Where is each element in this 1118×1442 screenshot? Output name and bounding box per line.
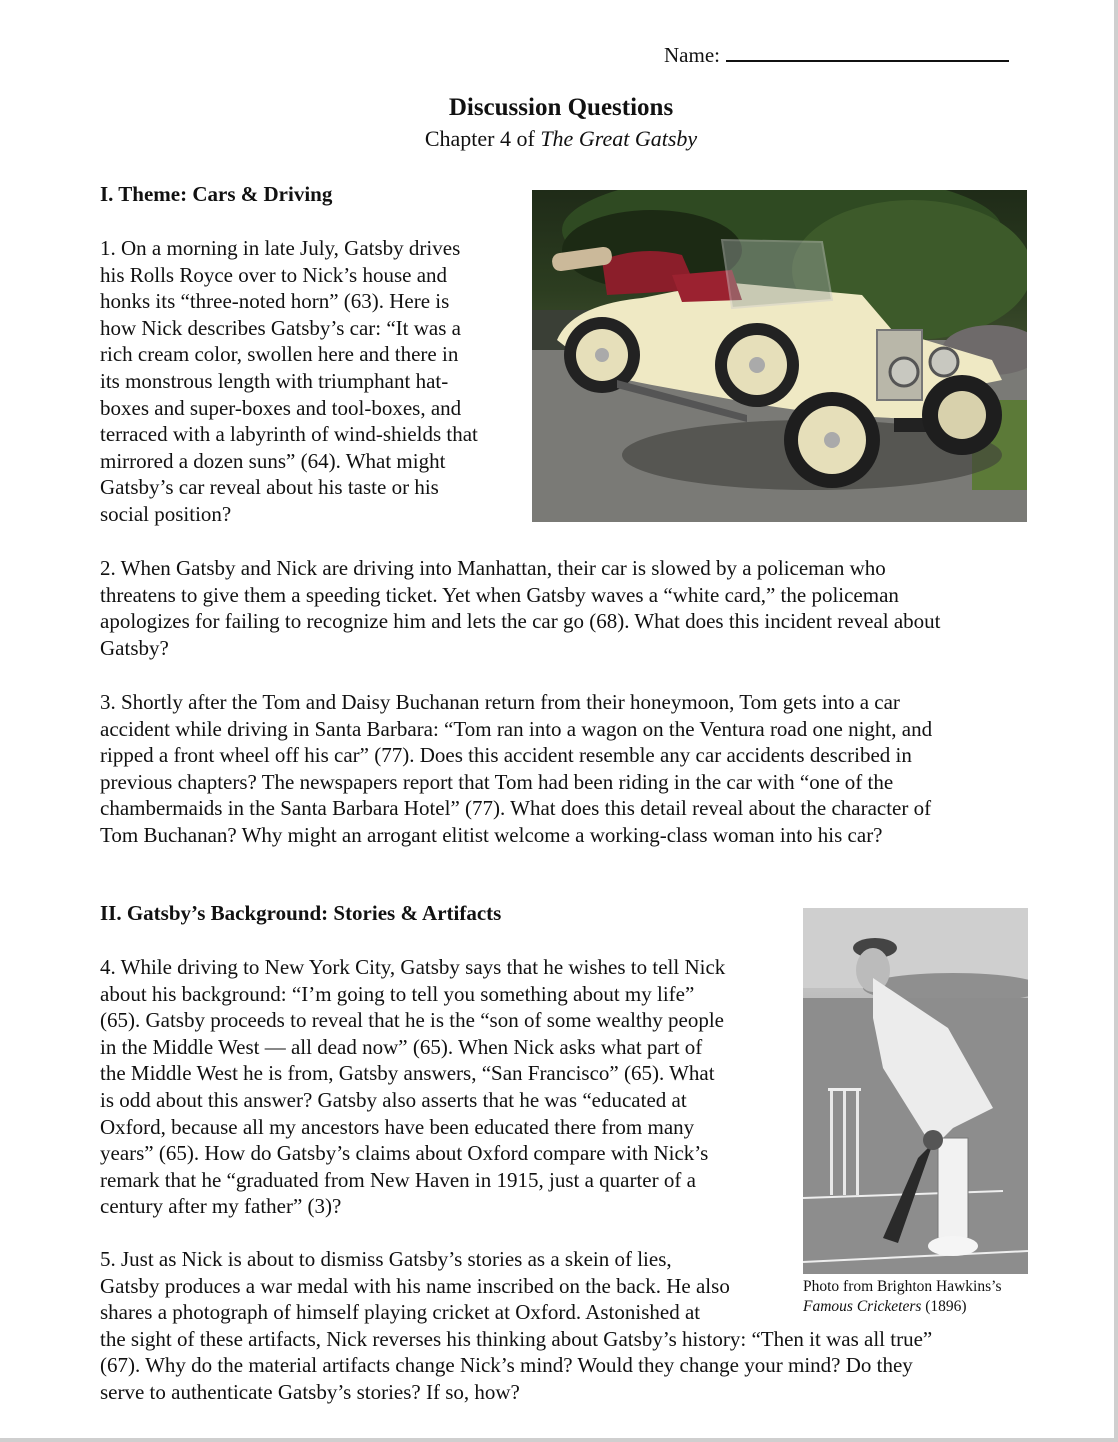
question-line: Gatsby?: [100, 635, 169, 660]
question-line: its monstrous length with triumphant hat-: [100, 368, 449, 393]
question-line: (65). Gatsby proceeds to reveal that he is the “son of some wealthy people: [100, 1008, 724, 1033]
question-line: mirrored a dozen suns” (64). What might: [100, 448, 446, 473]
page-subtitle: [0, 126, 1118, 152]
name-label: Name:: [664, 43, 720, 67]
question-line: apologizes for failing to recognize him and lets the car go (68). What does this incident reveal about: [100, 609, 941, 634]
question-line: 2. When Gatsby and Nick are driving into Manhattan, their car is slowed by a policeman who: [100, 556, 886, 580]
question-line: Gatsby’s car reveal about his taste or his: [100, 475, 439, 500]
question-line: remark that he “graduated from New Haven in 1915, just a quarter of a: [100, 1167, 696, 1192]
question-2: [100, 555, 1030, 661]
cricketer-illustration-icon: [803, 908, 1028, 1274]
question-line: his Rolls Royce over to Nick’s house and: [100, 262, 448, 287]
question-line: terraced with a labyrinth of wind-shields that: [100, 422, 478, 447]
cricketer-photo: [803, 908, 1028, 1274]
question-line: is odd about this answer? Gatsby also asserts that he was “educated at: [100, 1087, 687, 1112]
question-line: (67). Why do the material artifacts change Nick’s mind? Would they change your mind? Do they: [100, 1353, 913, 1378]
question-line: years” (65). How do Gatsby’s claims about Oxford compare with Nick’s: [100, 1141, 709, 1166]
question-line: Oxford, because all my ancestors have been educated there from many: [100, 1114, 695, 1139]
question-4: [100, 954, 800, 1220]
name-blank-line[interactable]: [726, 42, 1009, 62]
question-line: in the Middle West — all dead now” (65). When Nick asks what part of: [100, 1034, 703, 1059]
question-line: Tom Buchanan? Why might an arrogant elitist welcome a working-class woman into his car?: [100, 822, 883, 847]
question-line: about his background: “I’m going to tell you something about my life”: [100, 981, 695, 1006]
book-title: The Great Gatsby: [540, 126, 698, 151]
question-line: chambermaids in the Santa Barbara Hotel” (77). What does this detail reveal about the character of: [100, 796, 932, 821]
question-line: ripped a front wheel off his car” (77). Does this accident resemble any car accidents described in: [100, 743, 912, 768]
question-line: rich cream color, swollen here and there in: [100, 342, 459, 367]
question-line: honks its “three-noted horn” (63). Here is: [100, 289, 450, 314]
question-line: social position?: [100, 501, 232, 526]
question-line: 3. Shortly after the Tom and Daisy Buchanan return from their honeymoon, Tom gets into a car: [100, 690, 900, 714]
question-5: [100, 1246, 1030, 1406]
question-1: [100, 235, 520, 528]
question-line: previous chapters? The newspapers report that Tom had been riding in the car with “one of the: [100, 769, 894, 794]
subtitle-prefix: Chapter 4 of: [424, 126, 541, 151]
rolls-royce-car-photo: [532, 190, 1027, 522]
question-line: century after my father” (3)?: [100, 1194, 342, 1219]
question-line: the sight of these artifacts, Nick reverses his thinking about Gatsby’s history: “Then it was all true”: [100, 1326, 933, 1351]
question-line: 1. On a morning in late July, Gatsby drives: [100, 236, 461, 260]
question-line: the Middle West he is from, Gatsby answers, “San Francisco” (65). What: [100, 1061, 715, 1086]
page-title: Discussion Questions: [448, 94, 674, 121]
car-illustration-icon: [532, 190, 1027, 522]
question-line: boxes and super-boxes and tool-boxes, and: [100, 395, 462, 420]
section-heading-cars: I. Theme: Cars & Driving: [100, 182, 333, 206]
question-line: 5. Just as Nick is about to dismiss Gatsby’s stories as a skein of lies,: [100, 1247, 672, 1271]
question-3: [100, 689, 1030, 849]
question-line: how Nick describes Gatsby’s car: “It was a: [100, 315, 461, 340]
caption-line: Photo from Brighton Hawkins’s: [803, 1278, 1002, 1295]
question-line: serve to authenticate Gatsby’s stories? If so, how?: [100, 1379, 520, 1404]
caption-year: (1896): [921, 1298, 967, 1315]
section-heading-background: II. Gatsby’s Background: Stories & Artifacts: [100, 901, 502, 925]
question-line: 4. While driving to New York City, Gatsby says that he wishes to tell Nick: [100, 955, 726, 979]
question-line: shares a photograph of himself playing cricket at Oxford. Astonished at: [100, 1300, 701, 1325]
name-field[interactable]: [664, 42, 1009, 68]
question-line: Gatsby produces a war medal with his name inscribed on the back. He also: [100, 1273, 730, 1298]
caption-book-title: Famous Cricketers: [803, 1298, 922, 1315]
question-line: threatens to give them a speeding ticket. Yet when Gatsby waves a “white card,” the policeman: [100, 582, 899, 607]
question-line: accident while driving in Santa Barbara: “Tom ran into a wagon on the Ventura road one night, and: [100, 716, 933, 741]
